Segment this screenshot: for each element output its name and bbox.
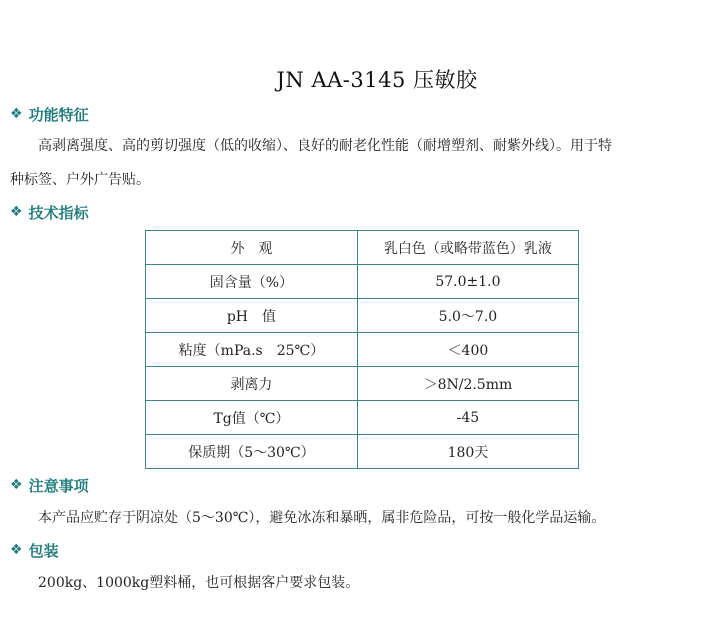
- table-row: [146, 333, 579, 367]
- notes-text: 本产品应贮存于阴凉处（5～30℃），避免冰冻和暴晒，属非危险品，可按一般化学品运输。: [38, 510, 606, 526]
- table-row: [146, 367, 579, 401]
- section-heading-specs: [10, 201, 89, 223]
- section-heading-features: [10, 103, 89, 125]
- spec-value-cell: ＜400: [357, 333, 578, 367]
- table-row: [146, 265, 579, 299]
- spec-value-cell: ＞8N/2.5mm: [357, 367, 578, 401]
- spec-value-cell: 乳白色（或略带蓝色）乳液: [357, 231, 578, 265]
- packaging-text: 200kg、1000kg塑料桶，也可根据客户要求包装。: [38, 575, 360, 591]
- spec-name-cell: 保质期（5～30℃）: [146, 435, 358, 469]
- table-row: [146, 435, 579, 469]
- spec-table: [145, 230, 579, 469]
- section-heading-label: 注意事项: [28, 476, 89, 495]
- section-heading-packaging: [10, 539, 59, 561]
- section-heading-notes: [10, 474, 89, 496]
- spec-name-cell: 粘度（mPa.s 25℃）: [146, 333, 358, 367]
- spec-name-cell: 外 观: [146, 231, 358, 265]
- table-row: [146, 231, 579, 265]
- table-row: [146, 401, 579, 435]
- table-row: [146, 299, 579, 333]
- spec-name-cell: 剥离力: [146, 367, 358, 401]
- spec-name-cell: pH 值: [146, 299, 358, 333]
- spec-name-cell: Tg值（℃）: [146, 401, 358, 435]
- page-title: JN AA-3145 压敏胶: [276, 68, 478, 92]
- spec-value-cell: 180天: [357, 435, 578, 469]
- section-heading-label: 技术指标: [28, 203, 89, 222]
- spec-name-cell: 固含量（%）: [146, 265, 358, 299]
- four-diamond-bullet-icon: ❖: [10, 204, 23, 220]
- four-diamond-bullet-icon: ❖: [10, 477, 23, 493]
- spec-value-cell: 5.0～7.0: [357, 299, 578, 333]
- section-heading-label: 包装: [28, 541, 59, 560]
- four-diamond-bullet-icon: ❖: [10, 106, 23, 122]
- features-text-line-1: 高剥离强度、高的剪切强度（低的收缩）、良好的耐老化性能（耐增塑剂、耐紫外线）。用于特: [38, 138, 612, 154]
- spec-value-cell: -45: [357, 401, 578, 435]
- spec-value-cell: 57.0±1.0: [357, 265, 578, 299]
- features-text-line-2: 种标签、户外广告贴。: [10, 172, 150, 188]
- four-diamond-bullet-icon: ❖: [10, 542, 23, 558]
- section-heading-label: 功能特征: [28, 105, 89, 124]
